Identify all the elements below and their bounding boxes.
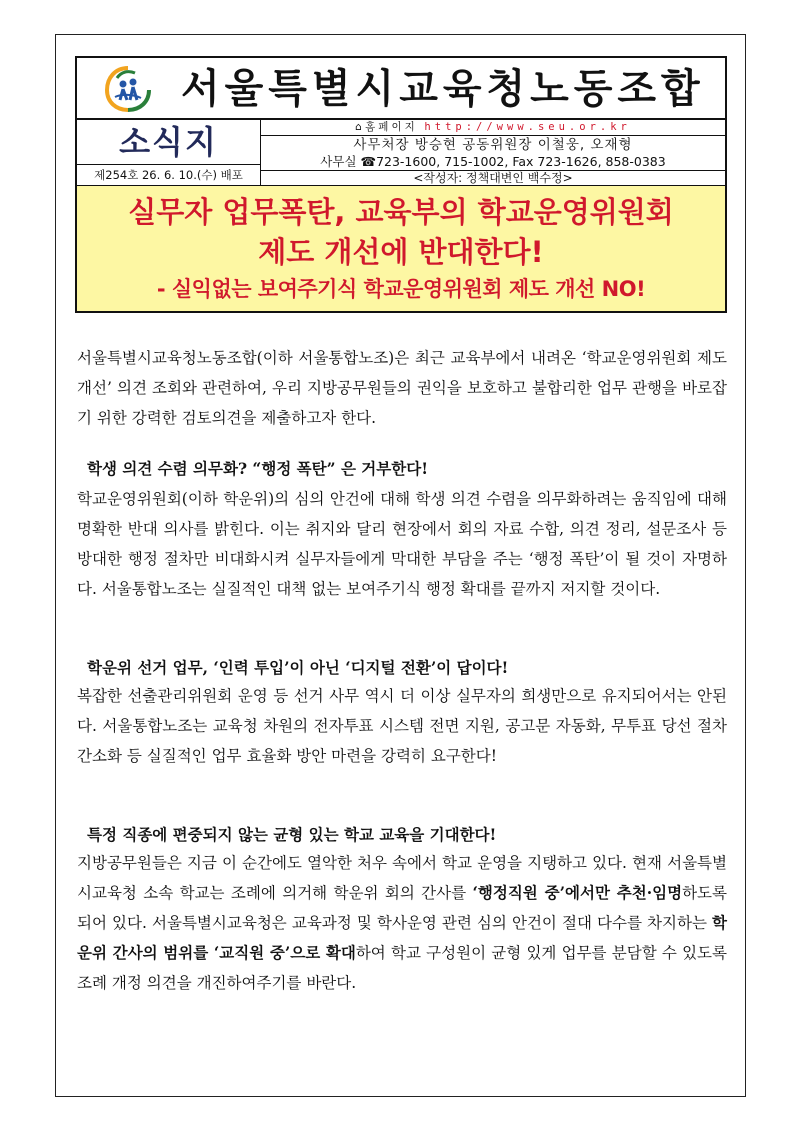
newsletter-cell (77, 120, 261, 185)
section-3-text (77, 848, 727, 998)
section-1-title: 학생 의견 수렴 의무화? “행정 폭탄” 은 거부한다! (87, 459, 429, 478)
section-3-text-b: 하도록 되어 있다. 서울특별시교육청은 교육과정 및 학사운영 관련 심의 안건이 절대 다수를 차지하는 (77, 884, 727, 932)
section-3-bold-a: ‘행정직원 중’에서만 추천·임명 (472, 883, 683, 902)
phone-numbers: 사무실 ☎723-1600, 715-1002, Fax 723-1626, 858-0383 (320, 154, 666, 169)
union-logo-icon (103, 64, 153, 114)
info-row (77, 120, 725, 185)
newsletter-masthead (75, 56, 727, 313)
author: <작성자: 정책대변인 백수정> (261, 170, 725, 185)
headline-box (77, 185, 725, 311)
headline-subline: - 실익없는 보여주기식 학교운영위원회 제도 개선 NO! (156, 277, 646, 301)
homepage-line (261, 121, 725, 136)
headline-line-2: 제도 개선에 반대한다! (258, 235, 544, 269)
homepage-url[interactable]: http://www.seu.or.kr (424, 121, 631, 133)
officers: 사무처장 방승현 공동위원장 이철웅, 오재형 (353, 137, 633, 153)
org-row (77, 58, 725, 120)
org-name: 서울특별시교육청노동조합 (181, 66, 705, 112)
section-3-text-a: 지방공무원들은 지금 이 순간에도 열악한 처우 속에서 학교 운영을 지탱하고 있다. 현재 서울특별시교육청 소속 학교는 조례에 의거해 학운위 회의 간사를 (77, 854, 727, 902)
newsletter-title: 소식지 (119, 123, 218, 161)
section-2-title: 학운위 선거 업무, ‘인력 투입’이 아닌 ‘디지털 전환’이 답이다! (87, 658, 509, 677)
contact-block (261, 120, 725, 185)
section-3-bold-b: 학운위 간사의 범위를 ‘교직원 중’으로 확대 (77, 913, 727, 962)
intro-paragraph: 서울특별시교육청노동조합(이하 서울통합노조)은 최근 교육부에서 내려온 ‘학교운영위원회 제도 개선’ 의견 조회와 관련하여, 우리 지방공무원들의 권익을 보호하고 불합리한 업무 관행을 바로잡기 위한 강력한 검토의견을 제출하고자 한다. (77, 349, 727, 427)
section-3-title: 특정 직종에 편중되지 않는 균형 있는 학교 교육을 기대한다! (87, 825, 497, 844)
section-3-text-c: 하여 학교 구성원이 균형 있게 업무를 분담할 수 있도록 조례 개정 의견을 개진하여주기를 바란다. (77, 944, 728, 992)
section-1-text: 학교운영위원회(이하 학운위)의 심의 안건에 대해 학생 의견 수렴을 의무화하려는 움직임에 대해 명확한 반대 의사를 밝힌다. 이는 취지와 달리 현장에서 회의 자료 수합, 의견 정리, 설문조사 등 방대한 행정 절차만 비대화시켜 실무자들에게 막대한 부담을 주는 ‘행정 폭탄’이 될 것이 자명하다. 서울통합노조는 실질적인 대책 없는 보여주기식 행정 확대를 끝까지 저지할 것이다. (77, 490, 727, 598)
homepage-label: 홈페이지 (365, 121, 418, 133)
section-2-text: 복잡한 선출관리위원회 운영 등 선거 사무 역시 더 이상 실무자의 희생만으로 유지되어서는 안된다. 서울통합노조는 교육청 차원의 전자투표 시스템 전면 지원, 공고문 자동화, 무투표 당선 절차 간소화 등 실질적인 업무 효율화 방안 마련을 강력히 요구한다! (77, 687, 727, 765)
homepage-icon: ⌂ (355, 121, 366, 133)
headline-line-1: 실무자 업무폭탄, 교육부의 학교운영위원회 (128, 195, 674, 229)
issue-number: 제254호 26. 6. 10.(수) 배포 (77, 164, 260, 183)
